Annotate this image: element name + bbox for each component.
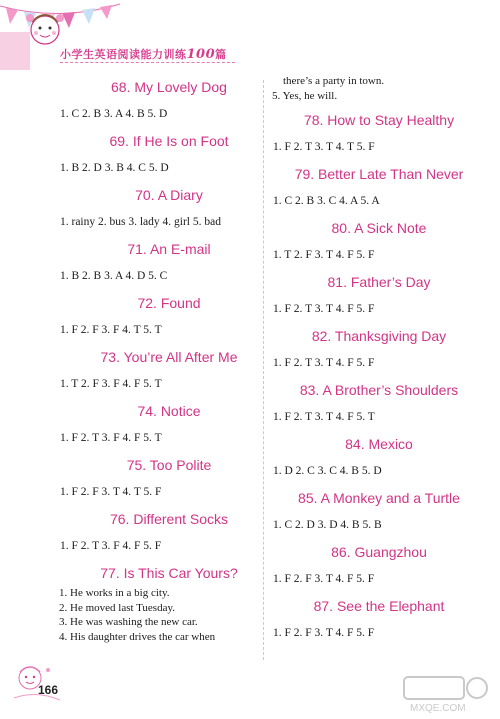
answer-line: 3. He was washing the new car. [59, 616, 198, 628]
right-column [268, 74, 490, 647]
section-heading: 79. Better Late Than Never [294, 166, 464, 182]
answer-block-83 [268, 377, 490, 431]
answer-block-86 [268, 539, 490, 593]
answer-block-74 [55, 398, 283, 452]
watermark-text: MXQE.COM [410, 703, 466, 714]
answer-block-68 [55, 74, 283, 128]
answer-block-71 [55, 236, 283, 290]
page-number: 166 [38, 683, 59, 697]
answer-block-80 [268, 215, 490, 269]
answer-row: 1. F 2. F 3. F 4. T 5. T [60, 324, 162, 336]
answer-row: 1. F 2. F 3. T 4. F 5. F [273, 573, 375, 585]
answer-block-77-continued [268, 74, 490, 103]
section-heading: 87. See the Elephant [313, 598, 445, 614]
answer-row: 1. T 2. F 3. T 4. F 5. F [273, 249, 375, 261]
answer-line: 2. He moved last Tuesday. [59, 601, 176, 614]
answer-row: 1. C 2. D 3. D 4. B 5. B [273, 519, 382, 531]
answer-block-77 [55, 560, 283, 644]
answer-row: 1. F 2. T 3. T 4. T 5. F [273, 141, 375, 153]
section-heading: 80. A Sick Note [331, 220, 427, 236]
section-heading: 73. You’re All After Me [100, 349, 238, 365]
answer-row: 1. B 2. B 3. A 4. D 5. C [60, 270, 168, 282]
answer-row: 1. C 2. B 3. C 4. A 5. A [273, 195, 380, 207]
answer-block-82 [268, 323, 490, 377]
answer-row: 1. F 2. T 3. F 4. F 5. F [60, 540, 162, 552]
answer-block-75 [55, 452, 283, 506]
answer-line: 1. He works in a big city. [59, 587, 170, 599]
answer-row: 1. F 2. T 3. F 4. F 5. T [60, 432, 162, 444]
section-heading: 86. Guangzhou [331, 544, 427, 560]
section-heading: 83. A Brother’s Shoulders [299, 382, 459, 398]
column-divider [263, 80, 264, 660]
answer-block-85 [268, 485, 490, 539]
answer-line: 4. His daughter drives the car when [59, 630, 216, 643]
series-title [60, 46, 227, 62]
answer-block-70 [55, 182, 283, 236]
section-heading: 74. Notice [137, 403, 201, 419]
answer-block-84 [268, 431, 490, 485]
section-heading: 85. A Monkey and a Turtle [298, 490, 460, 506]
series-title-number: 100 [186, 47, 216, 62]
watermark-logo [402, 675, 492, 715]
answer-row: 1. F 2. F 3. T 4. T 5. F [60, 486, 162, 498]
answer-line: 5. Yes, he will. [272, 89, 338, 102]
section-heading: 75. Too Polite [126, 457, 212, 473]
section-heading: 68. My Lovely Dog [111, 79, 227, 95]
section-heading: 81. Father’s Day [327, 274, 431, 290]
answer-block-78 [268, 107, 490, 161]
answer-block-76 [55, 506, 283, 560]
section-heading: 72. Found [137, 295, 201, 311]
answer-line: there’s a party in town. [283, 75, 385, 87]
section-heading: 78. How to Stay Healthy [303, 112, 455, 128]
section-heading: 77. Is This Car Yours? [100, 565, 238, 581]
answer-row: 1. C 2. B 3. A 4. B 5. D [60, 108, 168, 120]
answer-block-72 [55, 290, 283, 344]
answer-row: 1. F 2. T 3. T 4. F 5. T [273, 411, 375, 423]
answer-row: 1. F 2. T 3. T 4. F 5. F [273, 303, 375, 315]
answer-row: 1. F 2. T 3. T 4. F 5. F [273, 357, 375, 369]
section-heading: 70. A Diary [135, 187, 203, 203]
answer-block-79 [268, 161, 490, 215]
left-column [55, 74, 283, 644]
answer-block-81 [268, 269, 490, 323]
answer-row: 1. B 2. D 3. B 4. C 5. D [60, 162, 169, 174]
answer-block-73 [55, 344, 283, 398]
series-title-suffix: 篇 [215, 48, 227, 61]
section-heading: 82. Thanksgiving Day [311, 328, 447, 344]
answer-row: 1. rainy 2. bus 3. lady 4. girl 5. bad [60, 216, 221, 228]
series-title-text: 小学生英语阅读能力训练 [60, 48, 187, 61]
answer-block-87 [268, 593, 490, 647]
section-heading: 84. Mexico [345, 436, 413, 452]
answer-row: 1. F 2. F 3. T 4. F 5. F [273, 627, 375, 639]
answer-row: 1. T 2. F 3. F 4. F 5. T [60, 378, 162, 390]
answer-row: 1. D 2. C 3. C 4. B 5. D [273, 465, 382, 477]
section-heading: 71. An E-mail [127, 241, 211, 257]
header-underline [60, 62, 235, 64]
answer-block-69 [55, 128, 283, 182]
section-heading: 69. If He Is on Foot [109, 133, 229, 149]
section-heading: 76. Different Socks [109, 511, 229, 527]
